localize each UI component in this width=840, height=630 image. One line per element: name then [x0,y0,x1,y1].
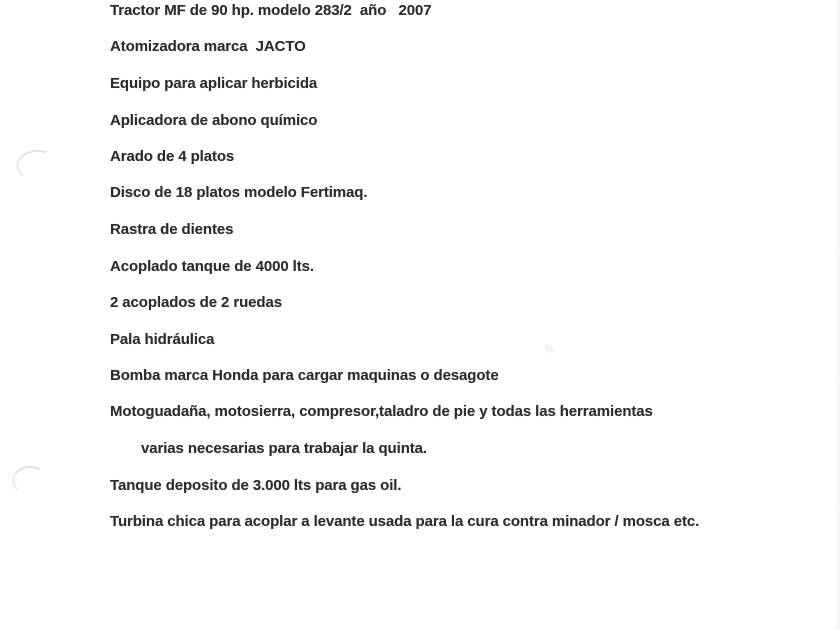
document-line: Tractor MF de 90 hp. modelo 283/2 año 2007 [110,2,432,19]
document-line: Tanque deposito de 3.000 lts para gas oil. [110,477,402,494]
document-line: Atomizadora marca JACTO [110,38,306,55]
document-line: Bomba marca Honda para cargar maquinas o desagote [110,367,499,384]
document-line: Equipo para aplicar herbicida [110,75,318,92]
document-line: 2 acoplados de 2 ruedas [110,294,282,311]
document-line: Acoplado tanque de 4000 lts. [110,258,314,275]
scan-arc-mark-top [14,146,57,181]
document-line: Arado de 4 platos [110,148,235,165]
document-line: Disco de 18 platos modelo Fertimaq. [110,184,368,201]
document-line: Turbina chica para acoplar a levante usada para la cura contra minador / mosca etc. [110,513,700,530]
document-line-continuation: varias necesarias para trabajar la quinta. [141,440,427,457]
document-line: Pala hidráulica [110,331,215,348]
document-line: Aplicadora de abono químico [110,112,318,129]
scan-edge-shadow [834,0,840,630]
document-line: Motoguadaña, motosierra, compresor,taladro de pie y todas las herramientas [110,403,653,420]
scan-arc-mark-bottom [10,464,48,496]
scan-smudge [543,343,555,354]
document-line: Rastra de dientes [110,221,234,238]
